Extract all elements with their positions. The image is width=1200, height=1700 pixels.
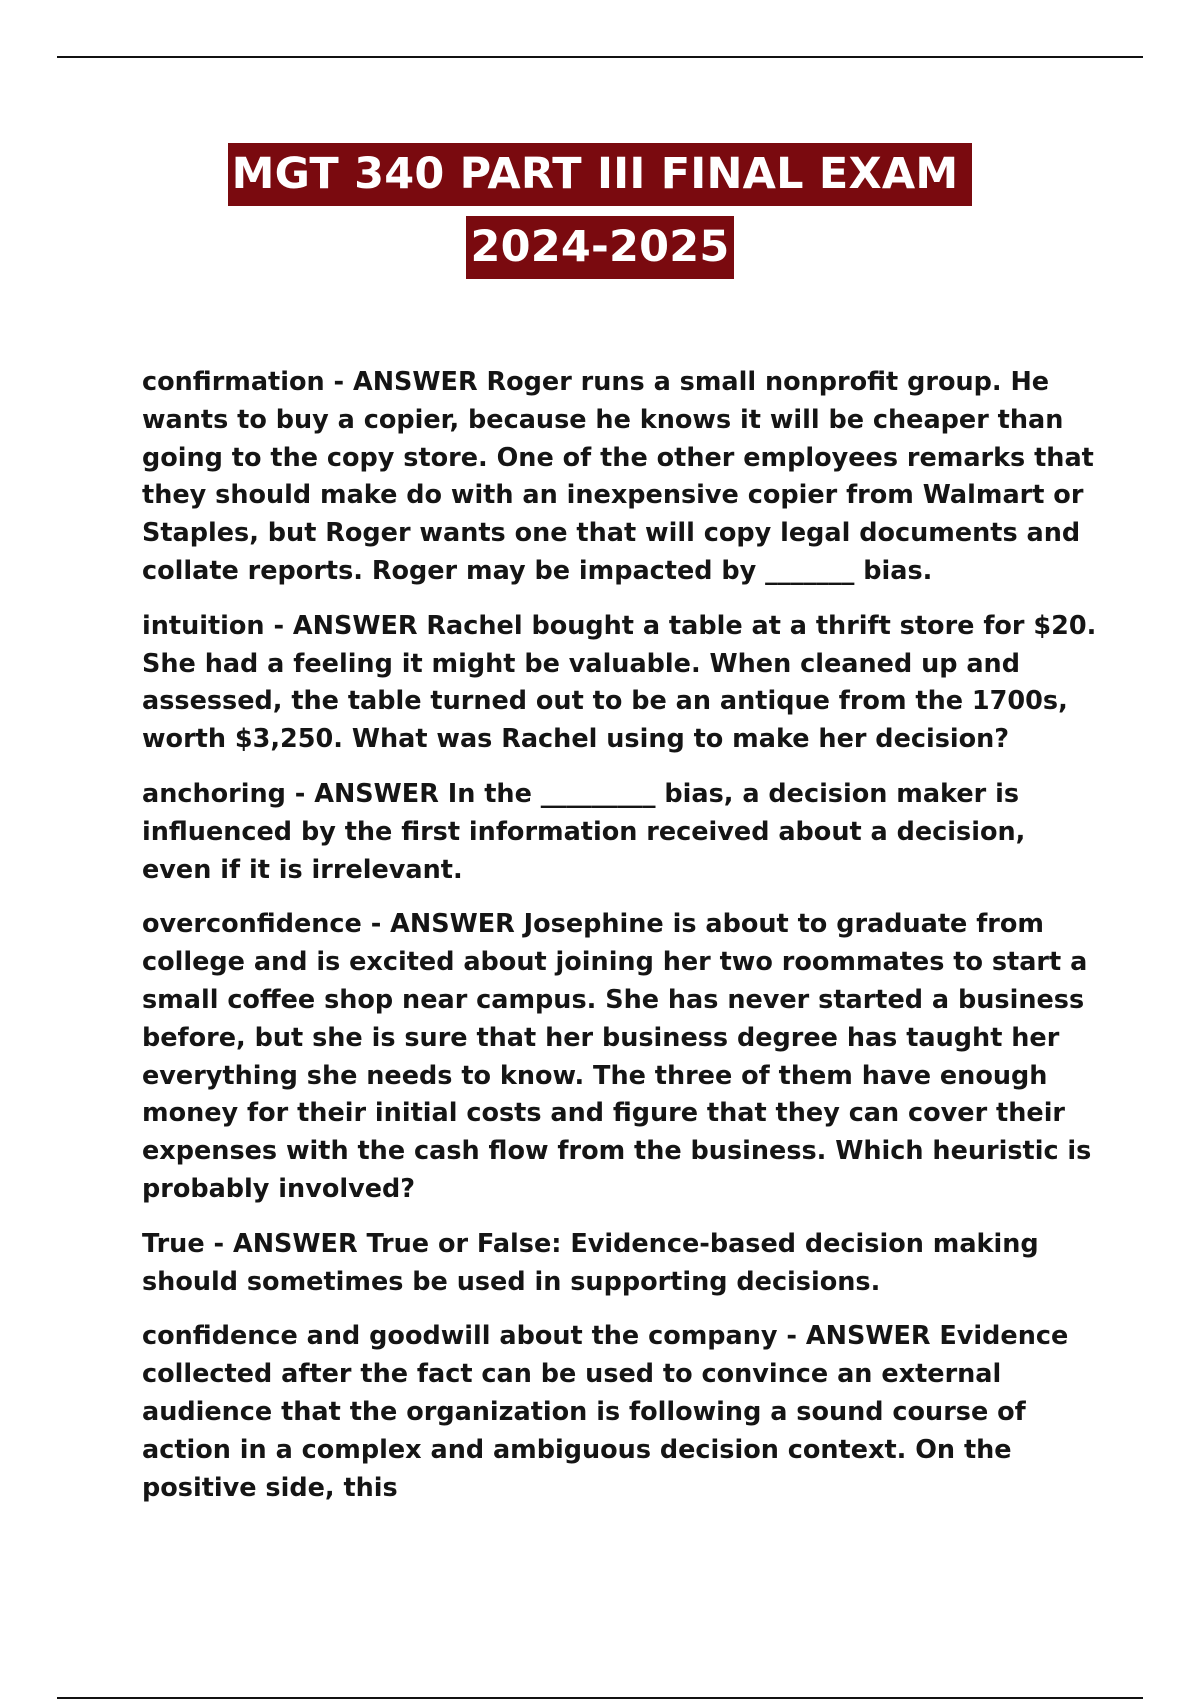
qa-item-evidence-based: True - ANSWER True or False: Evidence-based decision making should sometimes be used in supporting decisions.	[142, 1228, 1039, 1297]
document-title	[0, 143, 1200, 279]
qa-item-confidence-goodwill: confidence and goodwill about the company - ANSWER Evidence collected after the fact can be used to convince an external audience that the organization is following a sound course of action in a complex and ambiguous decision context. On the positive side, this	[142, 1321, 1069, 1503]
header-rule	[57, 56, 1143, 58]
question-answer-list	[142, 364, 1102, 1524]
title-line-1: MGT 340 PART III FINAL EXAM	[228, 143, 973, 206]
qa-item-overconfidence: overconfidence - ANSWER Josephine is about to graduate from college and is excited about joining her two roommates to start a small coffee shop near campus. She has never started a business before, but she is sure that her business degree has taught her everything she needs to know. The three of them have enough money for their initial costs and figure that they can cover their expenses with the cash flow from the business. Which heuristic is probably involved?	[142, 909, 1092, 1204]
qa-item-intuition: intuition - ANSWER Rachel bought a table at a thrift store for $20. She had a feeling it might be valuable. When cleaned up and assessed, the table turned out to be an antique from the 1700s, worth $3,250. What was Rachel using to make her decision?	[142, 610, 1097, 755]
footer-rule	[57, 1697, 1143, 1699]
qa-item-confirmation: confirmation - ANSWER Roger runs a small nonprofit group. He wants to buy a copier, because he knows it will be cheaper than going to the copy store. One of the other employees remarks that they should make do with an inexpensive copier from Walmart or Staples, but Roger wants one that will copy legal documents and collate reports. Roger may be impacted by _______ bias.	[142, 367, 1094, 586]
qa-item-anchoring: anchoring - ANSWER In the _________ bias, a decision maker is influenced by the first information received about a decision, even if it is irrelevant.	[142, 778, 1026, 885]
title-line-2: 2024-2025	[466, 216, 733, 279]
